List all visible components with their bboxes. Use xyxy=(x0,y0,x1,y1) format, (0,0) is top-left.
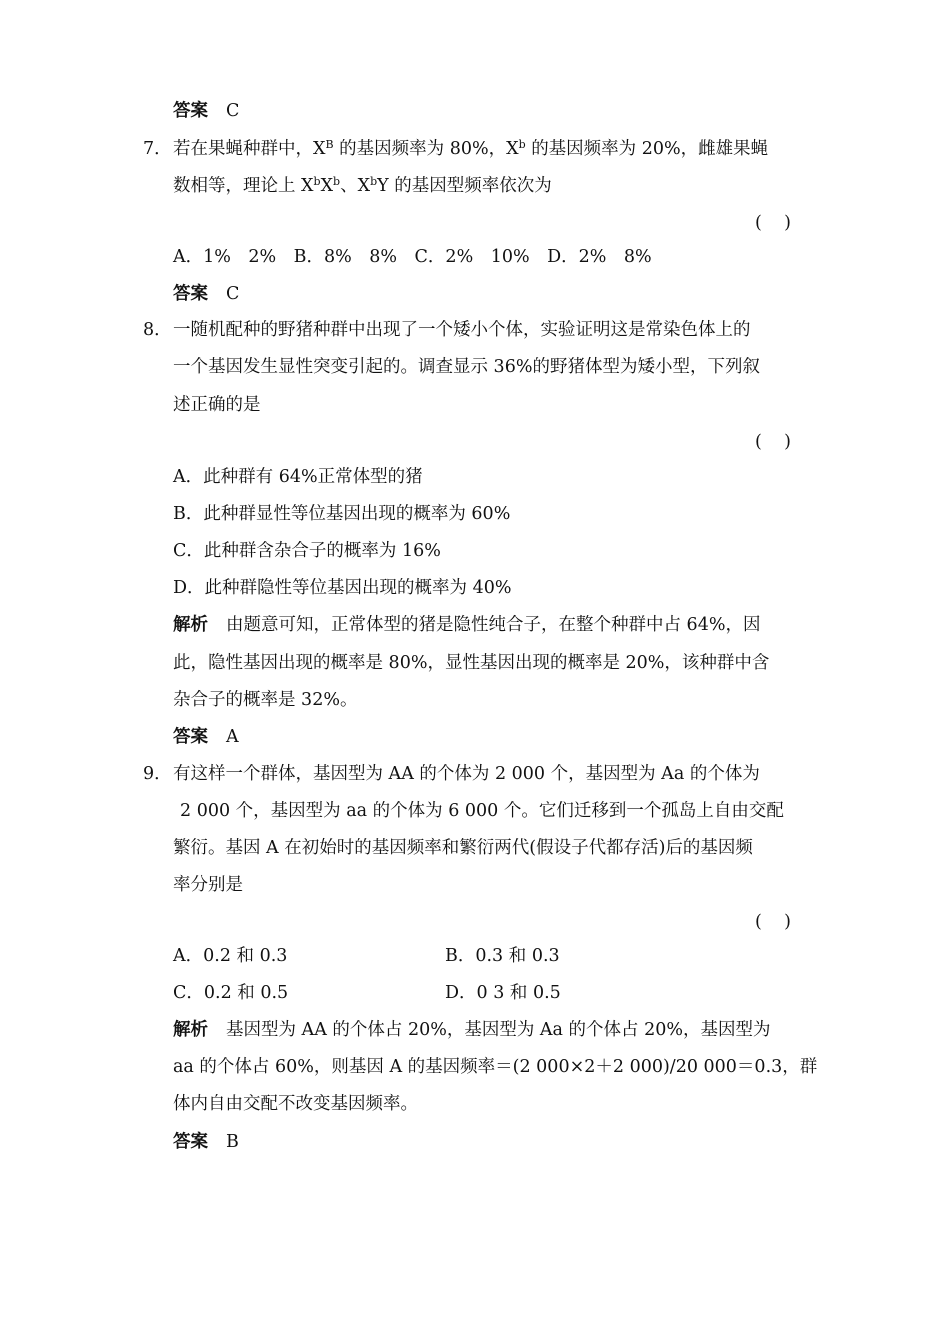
q9-option-c: C．0.2 和 0.5 xyxy=(173,983,289,1003)
q9-option-a: A．0.2 和 0.3 xyxy=(173,946,288,966)
q7-options: A．1% 2% B．8% 8% C．2% 10% D．2% 8% xyxy=(173,247,652,267)
answer-label: 答案 xyxy=(173,1132,208,1152)
q8-option-c: C．此种群含杂合子的概率为 16% xyxy=(173,541,441,561)
q8-option-b: B．此种群显性等位基因出现的概率为 60% xyxy=(173,504,511,524)
q7-stem-line1 xyxy=(173,137,768,161)
q8-analysis-line3: 杂合子的概率是 32%。 xyxy=(173,690,358,710)
text: X xyxy=(320,176,334,196)
analysis-label: 解析 xyxy=(173,615,208,635)
analysis-text: 由题意可知，正常体型的猪是隐性纯合子，在整个种群中占 64%，因 xyxy=(226,615,761,635)
q8-answer xyxy=(173,725,239,749)
question-number: 9． xyxy=(143,764,172,784)
q9-answer xyxy=(173,1130,239,1154)
q9-analysis-line3: 体内自由交配不改变基因频率。 xyxy=(173,1094,418,1114)
q8-option-d: D．此种群隐性等位基因出现的概率为 40% xyxy=(173,578,512,598)
q9-stem-line3: 繁衍。基因 A 在初始时的基因频率和繁衍两代(假设子代都存活)后的基因频 xyxy=(173,838,753,858)
analysis-text: 基因型为 AA 的个体占 20%，基因型为 Aa 的个体占 20%，基因型为 xyxy=(226,1020,771,1040)
answer-label: 答案 xyxy=(173,101,208,121)
q8-stem-line3: 述正确的是 xyxy=(173,395,261,415)
q7-answer xyxy=(173,282,239,306)
q6-answer xyxy=(173,99,239,123)
q9-analysis-line1 xyxy=(173,1018,771,1042)
text: 若在果蝇种群中，X xyxy=(173,139,326,159)
answer-parentheses: ( ) xyxy=(755,213,791,233)
q8-stem-line1: 一随机配种的野猪种群中出现了一个矮小个体，实验证明这是常染色体上的 xyxy=(173,320,751,340)
q7-stem-line2 xyxy=(173,174,552,198)
answer-label: 答案 xyxy=(173,284,208,304)
text: 数相等，理论上 X xyxy=(173,176,314,196)
answer-parentheses: ( ) xyxy=(755,432,791,452)
answer-parentheses: ( ) xyxy=(755,912,791,932)
answer-value: C xyxy=(226,101,240,121)
q9-option-d: D．0 3 和 0.5 xyxy=(445,983,561,1003)
q9-analysis-line2: aa 的个体占 60%，则基因 A 的基因频率＝(2 000×2＋2 000)/20 000＝0.3，群 xyxy=(173,1057,818,1077)
answer-value: C xyxy=(226,284,240,304)
analysis-label: 解析 xyxy=(173,1020,208,1040)
superscript: b xyxy=(370,175,378,188)
superscript: b xyxy=(518,138,526,151)
question-number: 7． xyxy=(143,139,172,159)
text: 的基因频率为 80%，X xyxy=(339,139,519,159)
q9-option-b: B．0.3 和 0.3 xyxy=(445,946,560,966)
q9-stem-line1: 有这样一个群体，基因型为 AA 的个体为 2 000 个，基因型为 Aa 的个体为 xyxy=(173,764,760,784)
text: Y 的基因型频率依次为 xyxy=(377,176,552,196)
answer-value: B xyxy=(226,1132,239,1152)
question-number: 8． xyxy=(143,320,172,340)
q8-analysis-line1 xyxy=(173,613,760,637)
answer-value: A xyxy=(226,727,239,747)
answer-label: 答案 xyxy=(173,727,208,747)
q8-option-a: A．此种群有 64%正常体型的猪 xyxy=(173,467,423,487)
text: 、X xyxy=(340,176,371,196)
superscript: B xyxy=(325,138,334,151)
q8-stem-line2: 一个基因发生显性突变引起的。调查显示 36%的野猪体型为矮小型，下列叙 xyxy=(173,357,760,377)
superscript: b xyxy=(313,175,321,188)
q8-analysis-line2: 此，隐性基因出现的概率是 80%，显性基因出现的概率是 20%，该种群中含 xyxy=(173,653,770,673)
superscript: b xyxy=(333,175,341,188)
text: 的基因频率为 20%，雌雄果蝇 xyxy=(531,139,769,159)
q9-stem-line2: 2 000 个，基因型为 aa 的个体为 6 000 个。它们迁移到一个孤岛上自由交配 xyxy=(180,801,784,821)
q9-stem-line4: 率分别是 xyxy=(173,875,243,895)
